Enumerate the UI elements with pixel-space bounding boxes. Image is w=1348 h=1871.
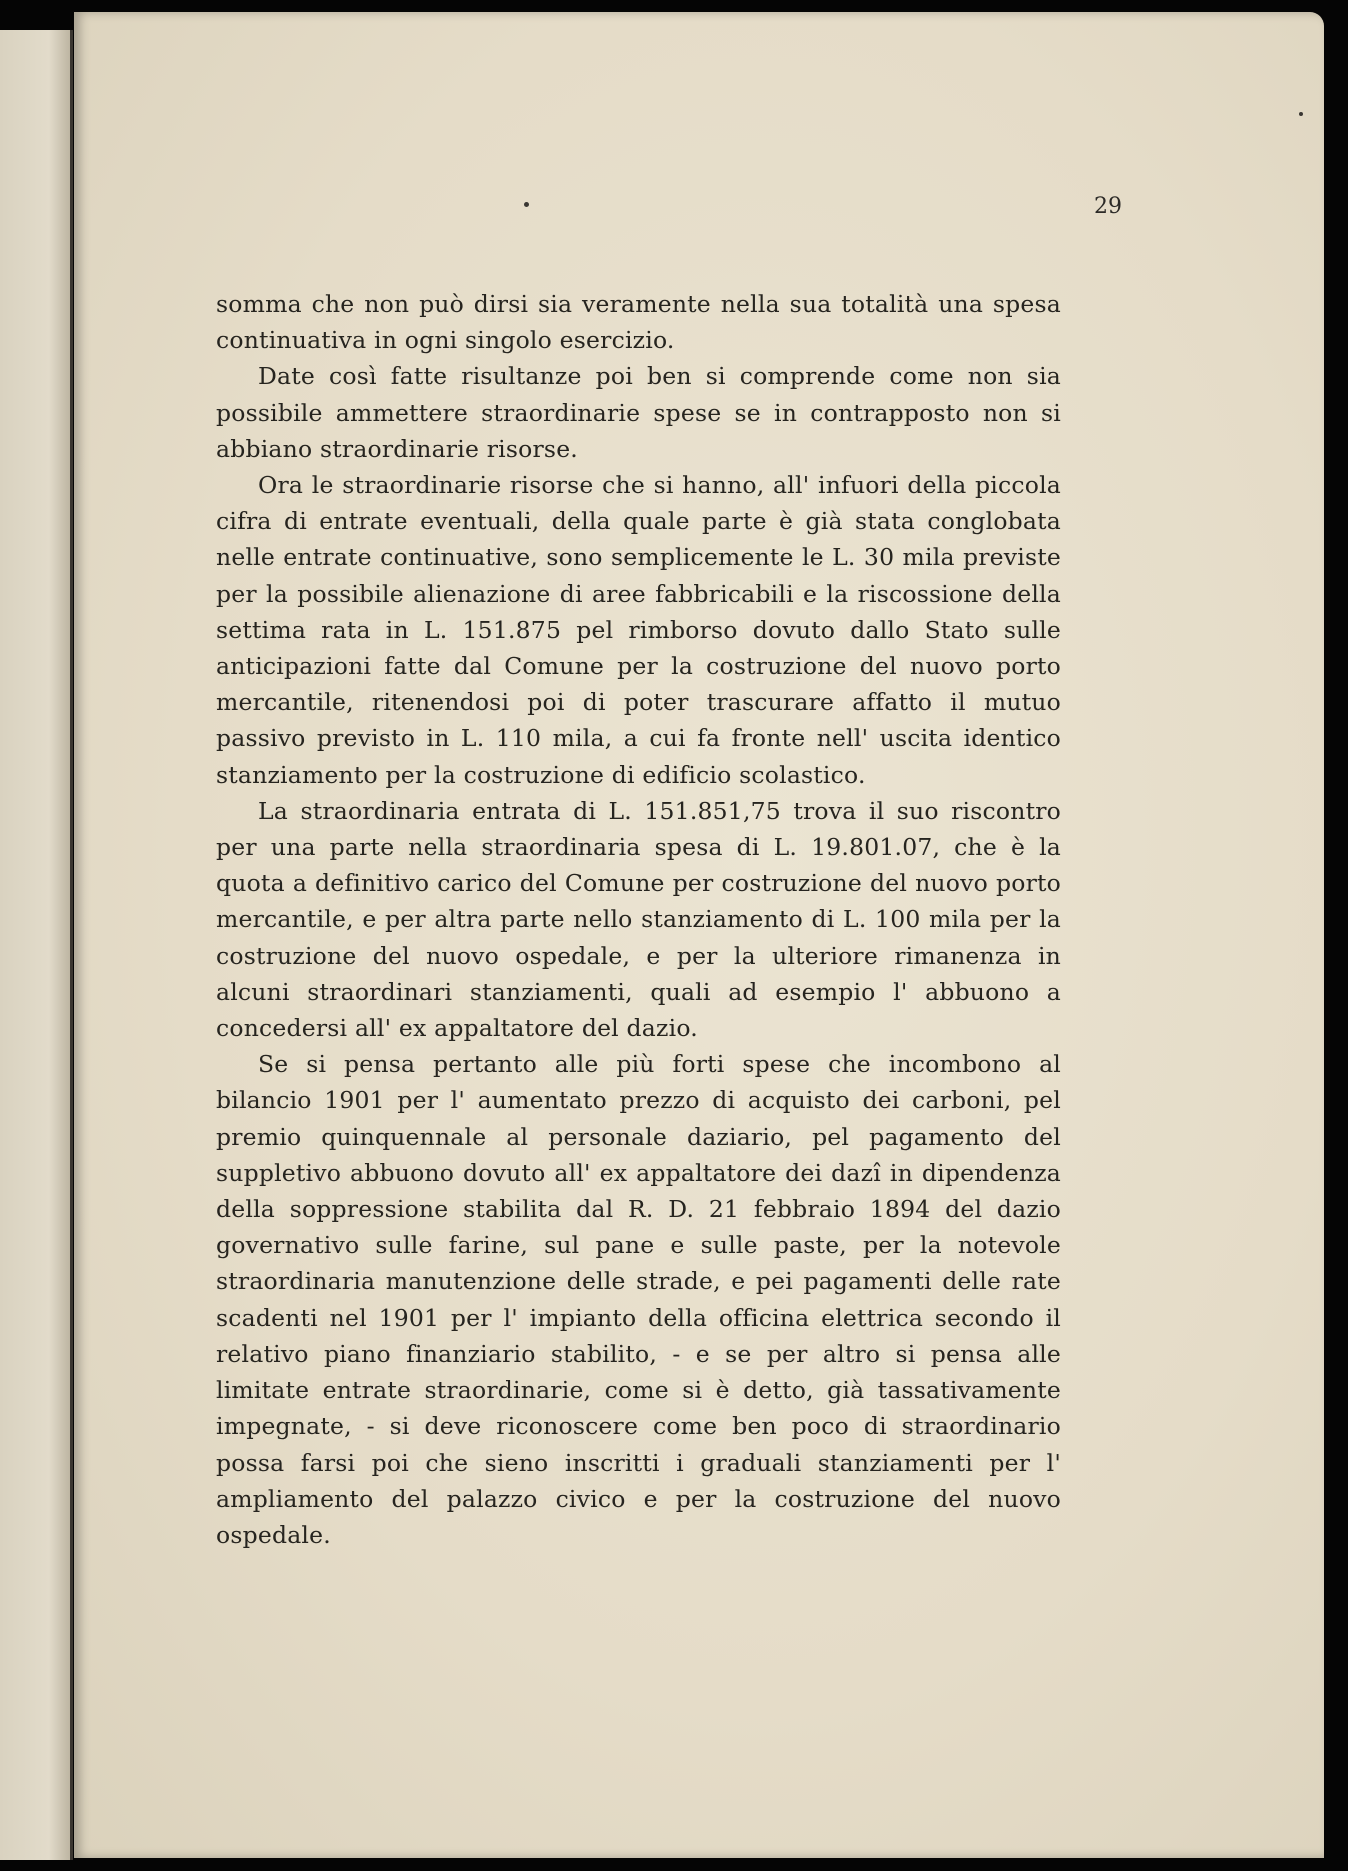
paragraph: Date così fatte risultanze poi ben si comprende come non sia possibile ammettere straordinarie spese se in contrapposto non si abbiano straordinarie risorse.: [216, 362, 1061, 463]
left-page-edge: [0, 30, 73, 1860]
paragraph: La straordinaria entrata di L. 151.851,75 trova il suo riscontro per una parte nella straordinaria spesa di L. 19.801.07, che è la quota a definitivo carico del Comune per costruzione del nuovo porto mercantile, e per altra parte nello stanziamento di L. 100 mila per la costruzione del nuovo ospedale, e per la ulteriore rimanenza in alcuni straordinari stanziamenti, quali ad esempio l' abbuono a concedersi all' ex appaltatore del dazio.: [216, 796, 1061, 1043]
page-number: 29: [1094, 194, 1122, 219]
paragraph: Se si pensa pertanto alle più forti spese che incombono al bilancio 1901 per l' aumentato prezzo di acquisto dei carboni, pel premio quinquennale al personale daziario, pel pagamento del suppletivo abbuono dovuto all' ex appaltatore dei dazî in dipendenza della soppressione stabilita dal R. D. 21 febbraio 1894 del dazio governativo sulle farine, sul pane e sulle paste, per la notevole straordinaria manutenzione delle strade, e pei pagamenti delle rate scadenti nel 1901 per l' impianto della officina elettrica secondo il relativo piano finanziario stabilito, - e se per altro si pensa alle limitate entrate straordinarie, come si è detto, già tassativamente impegnate, - si deve riconoscere come ben poco di straordinario possa farsi poi che sieno inscritti i graduali stanziamenti per l' ampliamento del palazzo civico e per la costruzione del nuovo ospedale.: [216, 1050, 1061, 1549]
paragraph: somma che non può dirsi sia veramente nella sua totalità una spesa continuativa in ogni singolo esercizio.: [216, 290, 1061, 355]
paragraph: Ora le straordinarie risorse che si hanno, all' infuori della piccola cifra di entrate eventuali, della quale parte è già stata conglobata nelle entrate continuative, sono semplicemente le L. 30 mila previste per la possibile alienazione di aree fabbricabili e la riscossione della settima rata in L. 151.875 pel rimborso dovuto dallo Stato sulle anticipazioni fatte dal Comune per la costruzione del nuovo porto mercantile, ritenendosi poi di poter trascurare affatto il mutuo passivo previsto in L. 110 mila, a cui fa fronte nell' uscita identico stanziamento per la costruzione di edificio scolastico.: [216, 471, 1061, 789]
body-text: [216, 286, 1061, 1553]
speck-mark: [524, 202, 529, 207]
speck-mark: [1299, 112, 1303, 116]
